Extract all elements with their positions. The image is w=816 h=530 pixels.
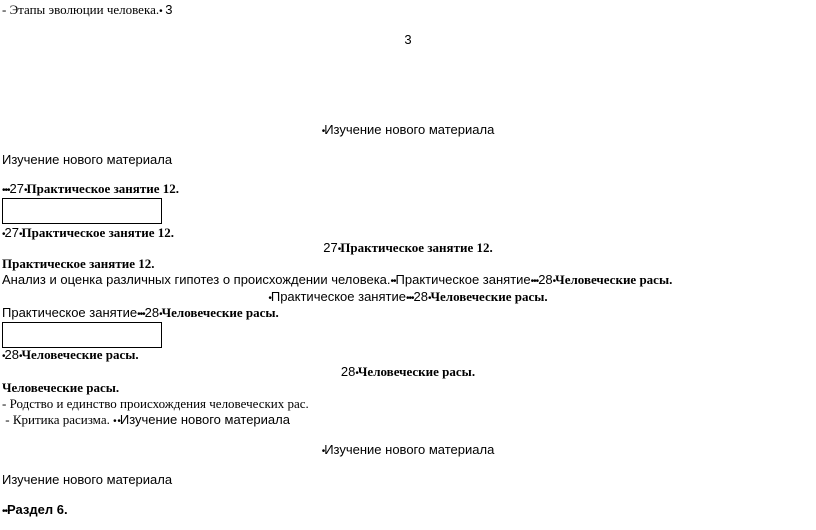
line-evolution-stages: [2, 2, 816, 20]
bullets-icon: • •: [113, 416, 120, 427]
bullet-icon: •: [159, 6, 162, 17]
bullet-icon: •: [321, 126, 325, 137]
practical-label: Практическое занятие: [270, 289, 406, 304]
bullet-icon: •: [355, 368, 358, 379]
lesson27-title: Практическое занятие 12.: [340, 240, 493, 255]
empty-field-box: [2, 322, 162, 348]
learning-new-text: Изучение нового материала: [324, 122, 495, 137]
page-number: 3: [404, 32, 412, 47]
line-analysis: [2, 272, 816, 290]
bullet-icon: •: [427, 293, 431, 304]
lesson28-number: 28: [4, 347, 19, 362]
evolution-stages-number: 3: [165, 2, 173, 17]
bullet-icon: •: [321, 446, 325, 457]
practical-label: Практическое занятие: [395, 272, 531, 287]
bullets-icon: •••: [2, 185, 10, 196]
lesson27-title: Практическое занятие 12.: [21, 225, 174, 240]
bullet-icon: •: [18, 351, 22, 362]
topic-human-races: Человеческие расы.: [555, 272, 673, 287]
content-item-kinship: - Родство и единство происхождения человеческих рас.: [2, 396, 309, 411]
lesson28-number: 28: [144, 305, 160, 320]
line-section-6: [2, 502, 816, 520]
topic-human-races: Человеческие расы.: [357, 364, 476, 379]
bullets-icon: •••: [405, 293, 414, 304]
analysis-text: Анализ и оценка различных гипотез о происхождении человека.: [2, 272, 391, 287]
learning-new-left-2: Изучение нового материала: [2, 472, 173, 487]
bullet-icon: •: [23, 185, 27, 196]
line-practical-left: [2, 305, 816, 323]
bullet-icon: •: [552, 276, 556, 287]
topic-human-races: Человеческие расы.: [430, 289, 548, 304]
learning-new-left: Изучение нового материала: [2, 152, 173, 167]
bullets-icon: •••: [530, 276, 539, 287]
lesson27-number: 27: [9, 181, 24, 196]
bullet-icon: •: [337, 244, 341, 255]
bullet-icon: •: [2, 351, 5, 362]
line-learning-new-centered-2: [0, 442, 816, 460]
line-racism-critique: [2, 412, 816, 430]
bullets-icon: ••: [2, 506, 8, 517]
bullets-icon: •••: [137, 309, 145, 320]
bullet-icon: •: [18, 229, 22, 240]
empty-field-box: [2, 198, 162, 224]
section-title: Раздел 6.: [7, 502, 68, 517]
bullet-icon: •: [268, 293, 271, 304]
bullet-icon: •: [159, 309, 162, 320]
lesson27-number: 27: [4, 225, 19, 240]
practical-label: Практическое занятие: [2, 305, 138, 320]
learning-new-text: Изучение нового материала: [324, 442, 495, 457]
topic-human-races: Человеческие расы.: [161, 305, 279, 320]
lesson27-number: 27: [323, 240, 338, 255]
lesson28-number: 28: [538, 272, 553, 287]
lesson27-title: Практическое занятие 12.: [26, 181, 179, 196]
lesson28-number: 28: [340, 364, 356, 379]
bullets-icon: ••: [390, 276, 396, 287]
bullet-icon: •: [2, 229, 5, 240]
evolution-stages-text: - Этапы эволюции человека.: [2, 2, 160, 17]
line-lesson28-a: [2, 347, 816, 365]
lesson28-number: 28: [413, 289, 428, 304]
human-races-heading: Человеческие расы.: [2, 380, 120, 395]
line-learning-new-centered: [0, 122, 816, 140]
topic-human-races: Человеческие расы.: [21, 347, 139, 362]
line-lesson27-a: [2, 181, 816, 199]
lesson27-heading: Практическое занятие 12.: [2, 256, 155, 271]
learning-new-text: Изучение нового материала: [119, 412, 290, 427]
racism-critique-text: - Критика расизма.: [2, 412, 114, 427]
